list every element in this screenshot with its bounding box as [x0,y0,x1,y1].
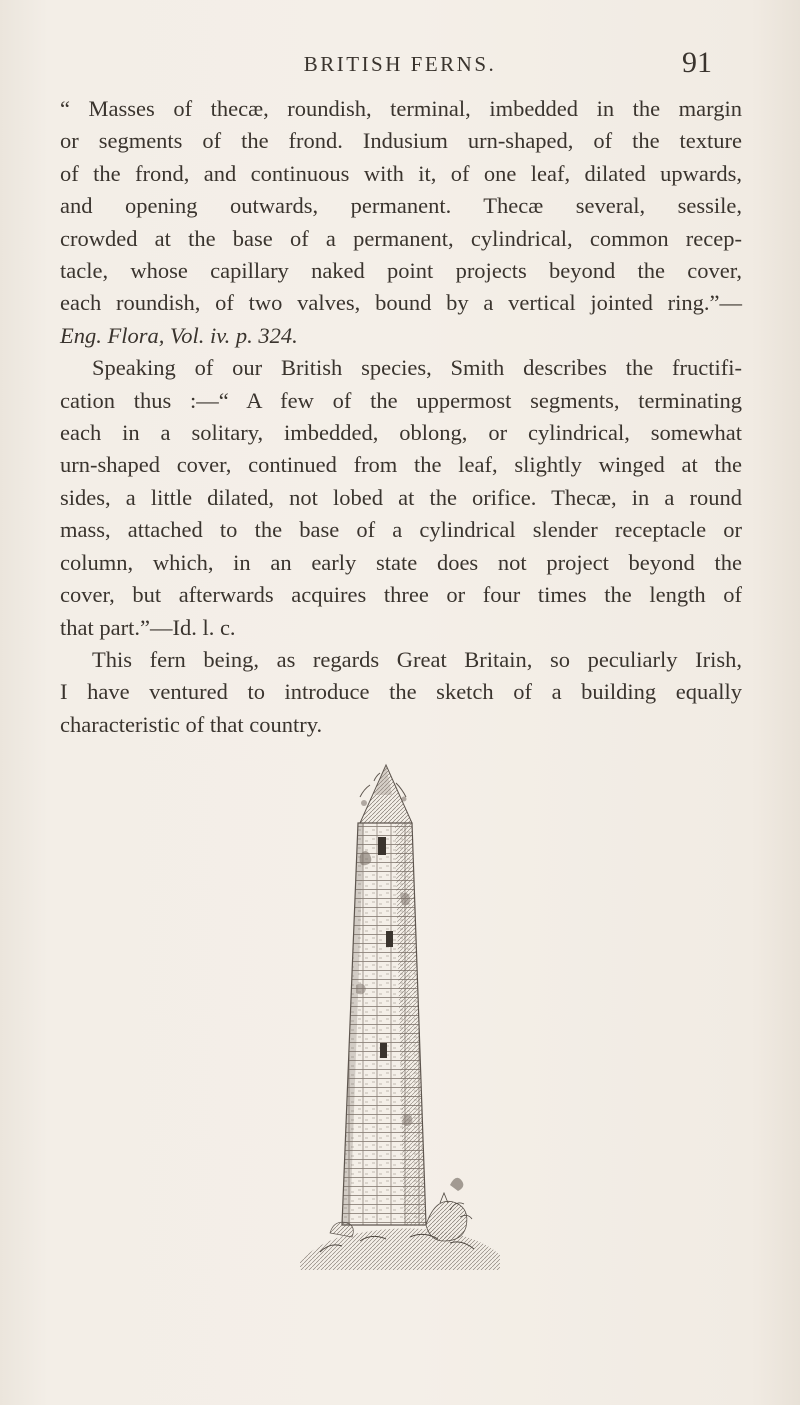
text-line: each roundish, of two valves, bound by a vertical jointed ring.”— [60,290,742,316]
text-line: that part.”—Id. l. c. [60,614,236,640]
page-number: 91 [682,46,712,79]
text-line: each in a solitary, imbedded, oblong, or cylindrical, somewhat [60,420,742,446]
text-line: tacle, whose capillary naked point projects beyond the cover, [60,258,742,284]
running-title: BRITISH FERNS. [303,52,497,76]
text-line: I have ventured to introduce the sketch of a building equally [60,679,742,705]
text-line: mass, attached to the base of a cylindrical slender receptacle or [60,517,742,543]
text-line: characteristic of that country. [60,711,323,737]
text-line: urn-shaped cover, continued from the leaf, slightly winged at the [60,452,742,478]
text-line: cation thus :—“ A few of the uppermost segments, terminating [60,387,742,413]
text-line: sides, a little dilated, not lobed at the orifice. Thecæ, in a round [60,484,742,510]
text-line: Speaking of our British species, Smith describes the fructifi- [92,355,742,381]
text-line-citation: Eng. Flora, Vol. iv. p. 324. [60,322,298,348]
round-tower-engraving-icon [300,755,500,1270]
text-line: column, which, in an early state does not project beyond the [60,549,742,575]
body-text [60,93,742,741]
text-line: and opening outwards, permanent. Thecæ several, sessile, [60,193,742,219]
running-head [0,46,800,82]
text-line: crowded at the base of a permanent, cylindrical, common recep- [60,225,742,251]
text-line: or segments of the frond. Indusium urn-shaped, of the texture [60,128,742,154]
text-line: of the frond, and continuous with it, of one leaf, dilated upwards, [60,160,742,186]
text-line: cover, but afterwards acquires three or four times the length of [60,582,742,608]
text-line: This fern being, as regards Great Britain, so peculiarly Irish, [92,646,742,672]
text-line: “ Masses of thecæ, roundish, terminal, imbedded in the margin [60,96,742,121]
